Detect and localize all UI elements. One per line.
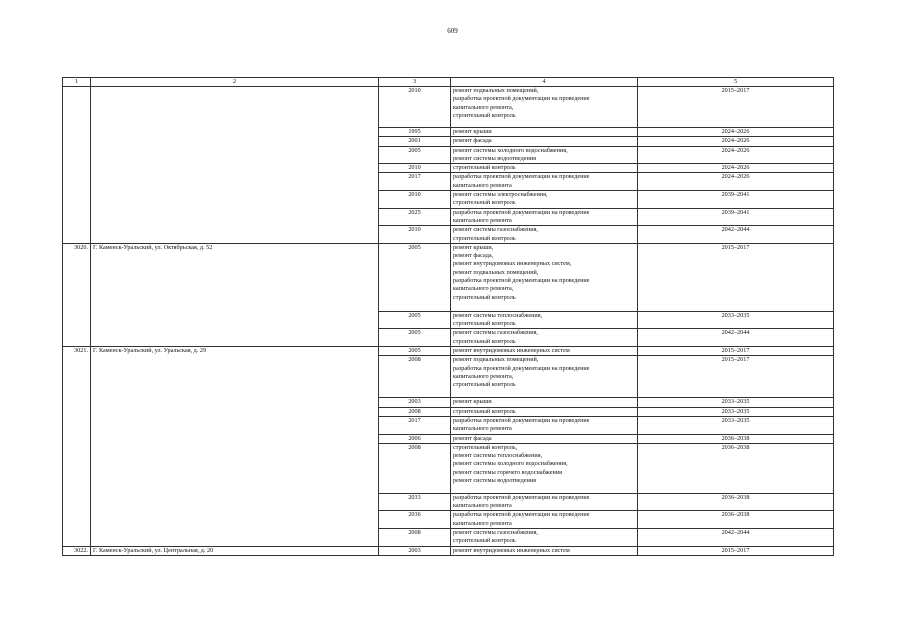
- column-header-4: 4: [451, 78, 638, 87]
- capital-repair-table: [62, 77, 834, 556]
- row-number-cell: [63, 87, 91, 244]
- column-header-3: 3: [379, 78, 451, 87]
- works-cell: ремонт системы теплоснабжения, строительный контроль: [451, 311, 638, 329]
- period-cell: 2033–2035: [638, 407, 834, 416]
- period-cell: 2015–2017: [638, 546, 834, 555]
- page-number: 609: [447, 27, 458, 35]
- works-cell: разработка проектной документации на проведение капитального ремонта: [451, 493, 638, 511]
- period-cell: 2015–2017: [638, 87, 834, 128]
- year-cell: 2010: [379, 87, 451, 128]
- works-cell: ремонт крыши, ремонт фасада, ремонт внутридомовых инженерных систем, ремонт подвальных помещений, разработка проектной документации на проведение капитального ремонта, строительный контроль: [451, 243, 638, 311]
- year-cell: 2005: [379, 329, 451, 347]
- table-row: [63, 347, 834, 356]
- works-cell: разработка проектной документации на проведение капитального ремонта: [451, 208, 638, 226]
- works-cell: ремонт системы холодного водоснабжения, ремонт системы водоотведения: [451, 146, 638, 164]
- period-cell: 2015–2017: [638, 356, 834, 398]
- year-cell: 2010: [379, 191, 451, 209]
- period-cell: 2033–2035: [638, 416, 834, 434]
- year-cell: 2025: [379, 208, 451, 226]
- period-cell: 2039–2041: [638, 191, 834, 209]
- works-cell: ремонт крыши: [451, 128, 638, 137]
- works-cell: ремонт системы электроснабжения, строительный контроль: [451, 191, 638, 209]
- table-row: [63, 243, 834, 311]
- period-cell: 2042–2044: [638, 529, 834, 547]
- year-cell: 2003: [379, 398, 451, 407]
- works-cell: ремонт внутридомовых инженерных систем: [451, 546, 638, 555]
- address-cell: Г. Каменск-Уральский, ул. Октябрьская, д. 52: [91, 243, 379, 346]
- period-cell: 2015–2017: [638, 243, 834, 311]
- year-cell: 2008: [379, 356, 451, 398]
- period-cell: 2036–2038: [638, 493, 834, 511]
- works-cell: разработка проектной документации на проведение капитального ремонта: [451, 173, 638, 191]
- works-cell: ремонт внутридомовых инженерных систем: [451, 347, 638, 356]
- period-cell: 2042–2044: [638, 329, 834, 347]
- works-cell: строительный контроль, ремонт системы теплоснабжения, ремонт системы холодного водоснабжения, ремонт системы горячего водоснабжения ремонт системы водоотведения: [451, 443, 638, 493]
- works-cell: ремонт фасада: [451, 434, 638, 443]
- year-cell: 2017: [379, 173, 451, 191]
- period-cell: 2024–2026: [638, 146, 834, 164]
- address-cell: Г. Каменск-Уральский, ул. Уральская, д. 29: [91, 347, 379, 547]
- year-cell: 2008: [379, 443, 451, 493]
- year-cell: 2006: [379, 434, 451, 443]
- year-cell: 2008: [379, 529, 451, 547]
- column-header-5: 5: [638, 78, 834, 87]
- header-row: [63, 78, 834, 87]
- period-cell: 2033–2035: [638, 311, 834, 329]
- period-cell: 2024–2026: [638, 137, 834, 146]
- period-cell: 2024–2026: [638, 128, 834, 137]
- year-cell: 2033: [379, 493, 451, 511]
- row-number-cell: 3022.: [63, 546, 91, 555]
- works-cell: ремонт подвальных помещений, разработка проектной документации на проведение капитального ремонта, строительный контроль: [451, 87, 638, 128]
- period-cell: 2042–2044: [638, 226, 834, 244]
- table-row: [63, 546, 834, 555]
- year-cell: 2017: [379, 416, 451, 434]
- year-cell: 2036: [379, 511, 451, 529]
- year-cell: 2010: [379, 164, 451, 173]
- works-cell: строительный контроль: [451, 164, 638, 173]
- period-cell: 2036–2038: [638, 511, 834, 529]
- works-cell: разработка проектной документации на проведение капитального ремонта: [451, 416, 638, 434]
- table-row: [63, 87, 834, 128]
- period-cell: 2036–2038: [638, 443, 834, 493]
- address-cell: [91, 87, 379, 244]
- period-cell: 2039–2041: [638, 208, 834, 226]
- year-cell: 2001: [379, 137, 451, 146]
- year-cell: 2005: [379, 243, 451, 311]
- row-number-cell: 3021.: [63, 347, 91, 547]
- works-cell: ремонт фасада: [451, 137, 638, 146]
- works-cell: ремонт подвальных помещений, разработка проектной документации на проведение капитального ремонта, строительный контроль: [451, 356, 638, 398]
- works-cell: строительный контроль: [451, 407, 638, 416]
- period-cell: 2036–2038: [638, 434, 834, 443]
- period-cell: 2024–2026: [638, 173, 834, 191]
- works-cell: разработка проектной документации на проведение капитального ремонта: [451, 511, 638, 529]
- works-cell: ремонт системы газоснабжения, строительный контроль: [451, 226, 638, 244]
- address-cell: Г. Каменск-Уральский, ул. Центральная, д. 20: [91, 546, 379, 555]
- year-cell: 2005: [379, 347, 451, 356]
- column-header-2: 2: [91, 78, 379, 87]
- year-cell: 1995: [379, 128, 451, 137]
- works-cell: ремонт крыши: [451, 398, 638, 407]
- period-cell: 2015–2017: [638, 347, 834, 356]
- period-cell: 2024–2026: [638, 164, 834, 173]
- row-number-cell: 3020.: [63, 243, 91, 346]
- table-body: [63, 87, 834, 556]
- year-cell: 2003: [379, 546, 451, 555]
- year-cell: 2005: [379, 146, 451, 164]
- year-cell: 2008: [379, 407, 451, 416]
- works-cell: ремонт системы газоснабжения, строительный контроль: [451, 529, 638, 547]
- period-cell: 2033–2035: [638, 398, 834, 407]
- year-cell: 2005: [379, 311, 451, 329]
- year-cell: 2010: [379, 226, 451, 244]
- works-cell: ремонт системы газоснабжения, строительный контроль: [451, 329, 638, 347]
- column-header-1: 1: [63, 78, 91, 87]
